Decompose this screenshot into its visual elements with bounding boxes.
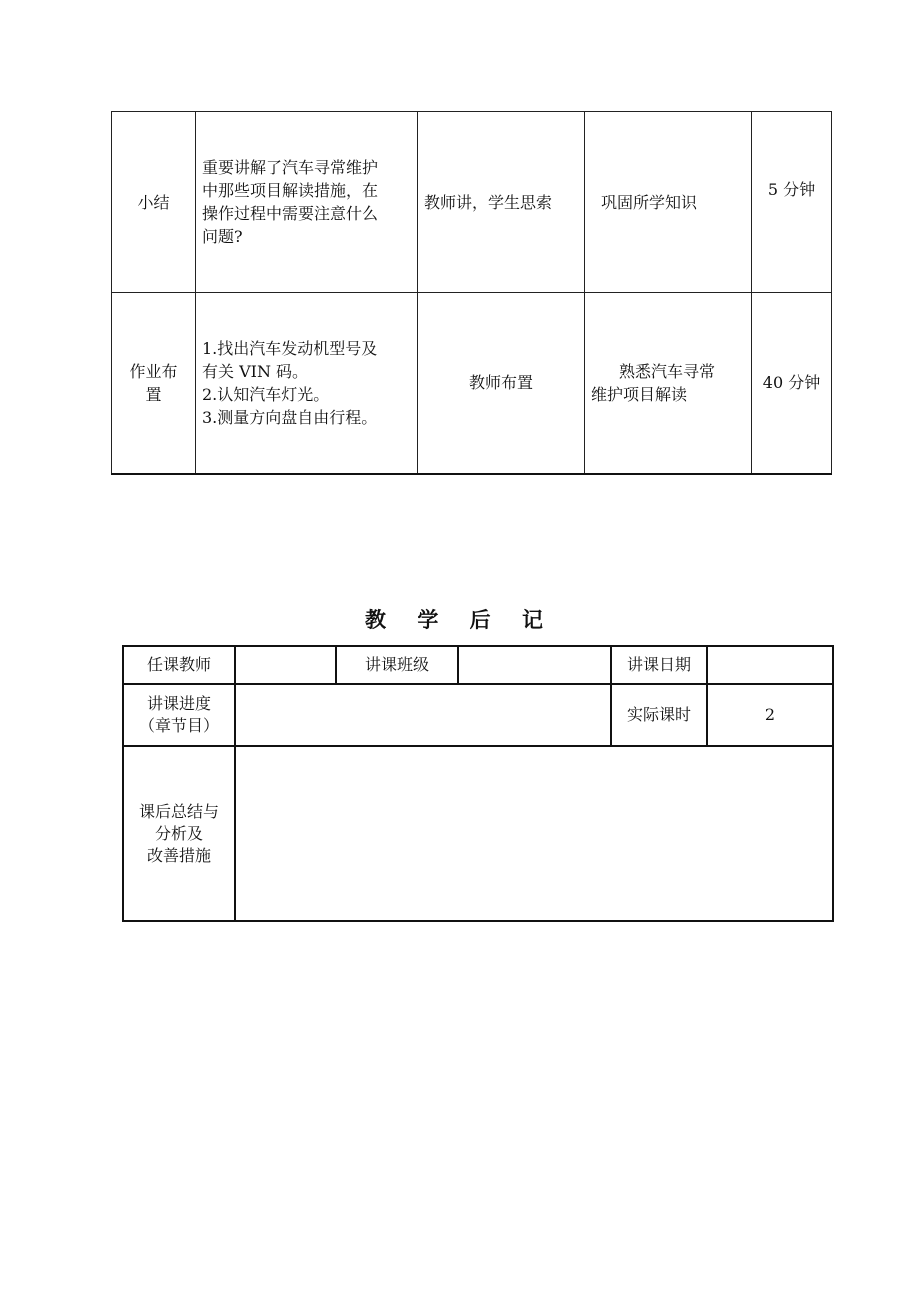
table-row [112, 293, 832, 474]
progress-value [235, 684, 611, 746]
method-cell: 教师讲，学生思索 [418, 112, 585, 293]
content-cell: 1.找出汽车发动机型号及 有关 VIN 码。 2.认知汽车灯光。 3.测量方向盘自由行程。 [196, 293, 418, 474]
date-label: 讲课日期 [611, 646, 707, 684]
lesson-plan-table [111, 111, 832, 475]
class-value [458, 646, 611, 684]
hours-value: 2 [707, 684, 833, 746]
duration-cell: 40 分钟 [752, 293, 832, 474]
table-row [123, 746, 833, 921]
teacher-value [235, 646, 336, 684]
purpose-cell: 巩固所学知识 [585, 112, 752, 293]
postscript-table [122, 645, 834, 922]
hours-label: 实际课时 [611, 684, 707, 746]
teacher-label: 任课教师 [123, 646, 235, 684]
class-label: 讲课班级 [336, 646, 458, 684]
table-row [123, 646, 833, 684]
table-row [123, 684, 833, 746]
purpose-cell: 熟悉汽车寻常 维护项目解读 [585, 293, 752, 474]
method-cell: 教师布置 [418, 293, 585, 474]
date-value [707, 646, 833, 684]
stage-cell: 作业布 置 [112, 293, 196, 474]
summary-value [235, 746, 833, 921]
progress-label: 讲课进度 （章节目） [123, 684, 235, 746]
content-cell: 重要讲解了汽车寻常维护 中那些项目解读措施，在 操作过程中需要注意什么 问题? [196, 112, 418, 293]
summary-label: 课后总结与 分析及 改善措施 [123, 746, 235, 921]
stage-cell: 小结 [112, 112, 196, 293]
postscript-title: 教 学 后 记 [365, 608, 555, 632]
duration-cell: 5 分钟 [752, 112, 832, 293]
table-row [112, 112, 832, 293]
